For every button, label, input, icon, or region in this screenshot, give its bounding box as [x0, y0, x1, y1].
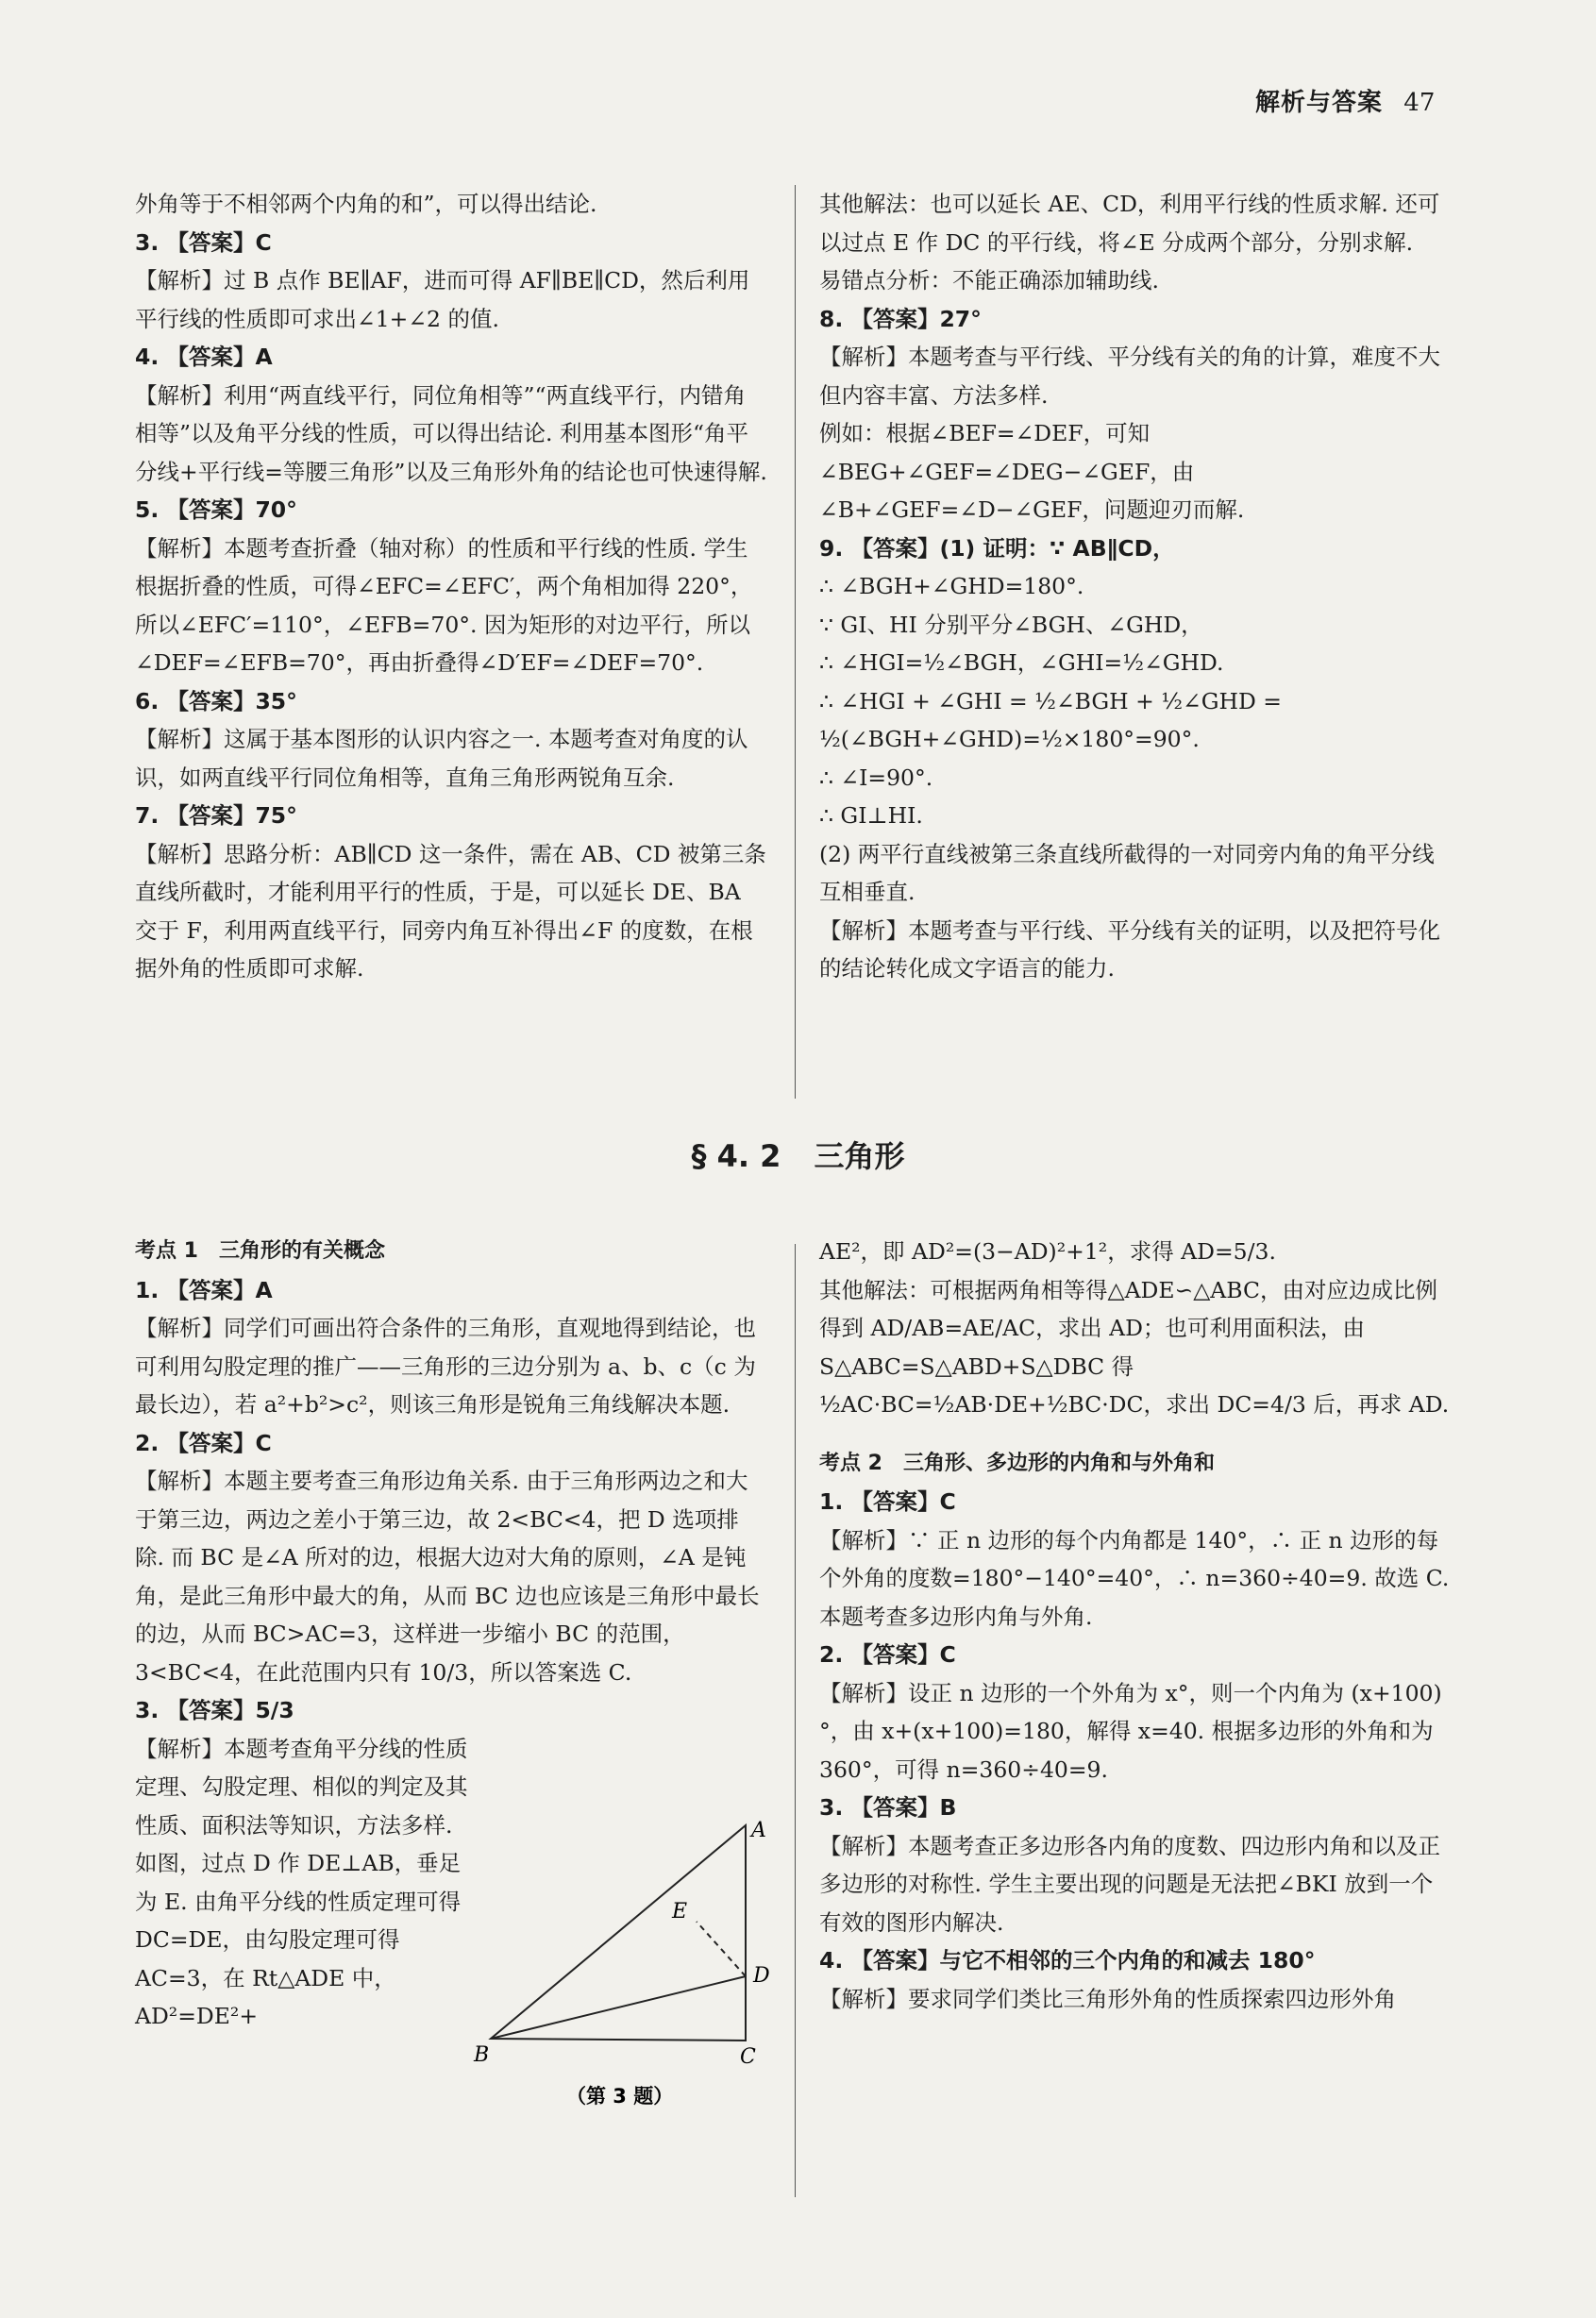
label-a: A [751, 1820, 766, 1842]
perpendicular-de [697, 1922, 746, 1976]
answer-line: 8. 【答案】27° [819, 305, 982, 332]
analysis-paragraph: 【解析】利用“两直线平行，同位角相等”“两直线平行，内错角相等”以及角平分线的性质，可以得出结论. 利用基本图形“角平分线+平行线=等腰三角形”以及三角形外角的结论也可快速得解. [135, 381, 767, 485]
proof-line: ∴ ∠BGH+∠GHD=180°. [819, 573, 1084, 599]
answer-line: 4. 【答案】与它不相邻的三个内角的和减去 180° [819, 1947, 1316, 1974]
analysis-paragraph: 【解析】∵ 正 n 边形的每个内角都是 140°，∴ 正 n 边形的每个外角的度数=180°−140°=40°，∴ n=360÷40=9. 故选 C. 本题考查多边形内角与外角. [819, 1526, 1450, 1630]
page-header [1255, 83, 1435, 118]
text-paragraph: (2) 两平行直线被第三条直线所截得的一对同旁内角的角平分线互相垂直. [819, 840, 1435, 905]
figure-caption: （第 3 题） [566, 2085, 674, 2108]
answer-line: 2. 【答案】C [135, 1429, 272, 1456]
analysis-paragraph: 【解析】同学们可画出符合条件的三角形，直观地得到结论，也可利用勾股定理的推广——三角形的三边分别为 a、b、c（c 为最长边），若 a²+b²>c²，则该三角形是锐角三角线解决本题. [135, 1315, 756, 1418]
section-heading [0, 1133, 1596, 1176]
topic-heading: 考点 1 三角形的有关概念 [135, 1239, 385, 1263]
triangle-figure [472, 1820, 783, 2120]
analysis-paragraph: 【解析】要求同学们类比三角形外角的性质探索四边形外角 [819, 1985, 1396, 2012]
analysis-paragraph: 【解析】本题考查与平行线、平分线有关的证明，以及把符号化的结论转化成文字语言的能力. [819, 916, 1440, 982]
answer-line: 7. 【答案】75° [135, 802, 297, 829]
text-paragraph: 例如：根据∠BEF=∠DEF，可知∠BEG+∠GEF=∠DEG−∠GEF，由∠B+∠GEF=∠D−∠GEF，问题迎刃而解. [819, 420, 1245, 523]
answer-line: 1. 【答案】A [135, 1276, 273, 1303]
answer-line: 5. 【答案】70° [135, 496, 297, 523]
answer-line: 2. 【答案】C [819, 1641, 956, 1668]
label-e: E [672, 1900, 688, 1923]
section-title: 三角形 [814, 1138, 905, 1174]
text-paragraph: 其他解法：可根据两角相等得△ADE∽△ABC，由对应边成比例得到 AD/AB=AE/AC，求出 AD；也可利用面积法，由 S△ABC=S△ABD+S△DBC 得 ½AC·BC=½AB·DE+½BC·DC，求出 DC=4/3 后，再求 AD. [819, 1276, 1450, 1418]
analysis-paragraph: 【解析】思路分析：AB∥CD 这一条件，需在 AB、CD 被第三条直线所截时，才能利用平行的性质，于是，可以延长 DE、BA 交于 F，利用两直线平行，同旁内角互补得出∠F 的度数，在根据外角的性质即可求解. [135, 840, 766, 982]
answer-line: 3. 【答案】B [819, 1794, 957, 1821]
answer-line: 1. 【答案】C [819, 1488, 956, 1515]
right-column-top [819, 185, 1452, 988]
proof-line: ∴ GI⊥HI. [819, 802, 923, 829]
section-number: § 4. 2 [691, 1138, 781, 1174]
left-column-top [135, 185, 767, 988]
answer-line: 3. 【答案】5/3 [135, 1697, 294, 1723]
analysis-paragraph: 【解析】本题考查角平分线的性质定理、勾股定理、相似的判定及其性质、面积法等知识，方法多样. 如图，过点 D 作 DE⊥AB，垂足为 E. 由角平分线的性质定理可得 DC=DE，由勾股定理可得 AC=3，在 Rt△ADE 中，AD²=DE²+ [135, 1735, 468, 2029]
text-line: 外角等于不相邻两个内角的和”，可以得出结论. [135, 191, 597, 217]
text-line: AE²，即 AD²=(3−AD)²+1²，求得 AD=5/3. [819, 1238, 1276, 1265]
answer-line: 6. 【答案】35° [135, 687, 297, 714]
column-divider [795, 1244, 796, 2197]
topic-heading: 考点 2 三角形、多边形的内角和与外角和 [819, 1451, 1215, 1475]
label-b: B [474, 2043, 490, 2067]
proof-line: ∴ ∠HGI=½∠BGH，∠GHI=½∠GHD. [819, 649, 1224, 676]
analysis-paragraph: 【解析】本题主要考查三角形边角关系. 由于三角形两边之和大于第三边，两边之差小于第三边，故 2<BC<4，把 D 选项排除. 而 BC 是∠A 所对的边，根据大边对大角的原则，∠A 是钝角，是此三角形中最大的角，从而 BC 边也应该是三角形中最长的边，从而 BC>AC=3，这样进一步缩小 BC 的范围，3<BC<4，在此范围内只有 10/3，所以答案选 C. [135, 1468, 760, 1686]
analysis-paragraph: 【解析】这属于基本图形的认识内容之一. 本题考查对角度的认识，如两直线平行同位角相等，直角三角形两锐角互余. [135, 726, 748, 791]
label-c: C [740, 2045, 756, 2069]
proof-line: ∴ ∠I=90°. [819, 764, 933, 791]
label-d: D [753, 1964, 770, 1988]
text-paragraph: 其他解法：也可以延长 AE、CD，利用平行线的性质求解. 还可以过点 E 作 DC 的平行线，将∠E 分成两个部分，分别求解. [819, 191, 1440, 256]
text-line: 易错点分析：不能正确添加辅助线. [819, 267, 1159, 294]
analysis-paragraph: 【解析】本题考查与平行线、平分线有关的角的计算，难度不大但内容丰富、方法多样. [819, 344, 1440, 409]
analysis-paragraph: 【解析】本题考查折叠（轴对称）的性质和平行线的性质. 学生根据折叠的性质，可得∠EFC=∠EFC′，两个角相加得 220°，所以∠EFC′=110°，∠EFB=70°. 因为矩形的对边平行，所以∠DEF=∠EFB=70°，再由折叠得∠D′EF=∠DEF=70°. [135, 534, 753, 676]
answer-line: 4. 【答案】A [135, 344, 273, 370]
page-number: 47 [1403, 89, 1436, 117]
column-divider [795, 185, 796, 1099]
analysis-paragraph: 【解析】过 B 点作 BE∥AF，进而可得 AF∥BE∥CD，然后利用平行线的性质即可求出∠1+∠2 的值. [135, 267, 750, 332]
answer-line: 3. 【答案】C [135, 228, 272, 256]
proof-line: ∴ ∠HGI + ∠GHI = ½∠BGH + ½∠GHD = ½(∠BGH+∠GHD)=½×180°=90°. [819, 687, 1282, 752]
answer-line: 9. 【答案】(1) 证明：∵ AB∥CD， [819, 534, 1175, 562]
analysis-paragraph: 【解析】本题考查正多边形各内角的度数、四边形内角和以及正多边形的对称性. 学生主要出现的问题是无法把∠BKI 放到一个有效的图形内解决. [819, 1832, 1440, 1936]
proof-line: ∵ GI、HI 分别平分∠BGH、∠GHD， [819, 611, 1203, 638]
header-title: 解析与答案 [1255, 89, 1384, 117]
analysis-paragraph: 【解析】设正 n 边形的一个外角为 x°，则一个内角为 (x+100)°，由 x+(x+100)=180，解得 x=40. 根据多边形的外角和为 360°，可得 n=360÷40=9. [819, 1679, 1442, 1783]
right-column-bottom [819, 1233, 1452, 2018]
